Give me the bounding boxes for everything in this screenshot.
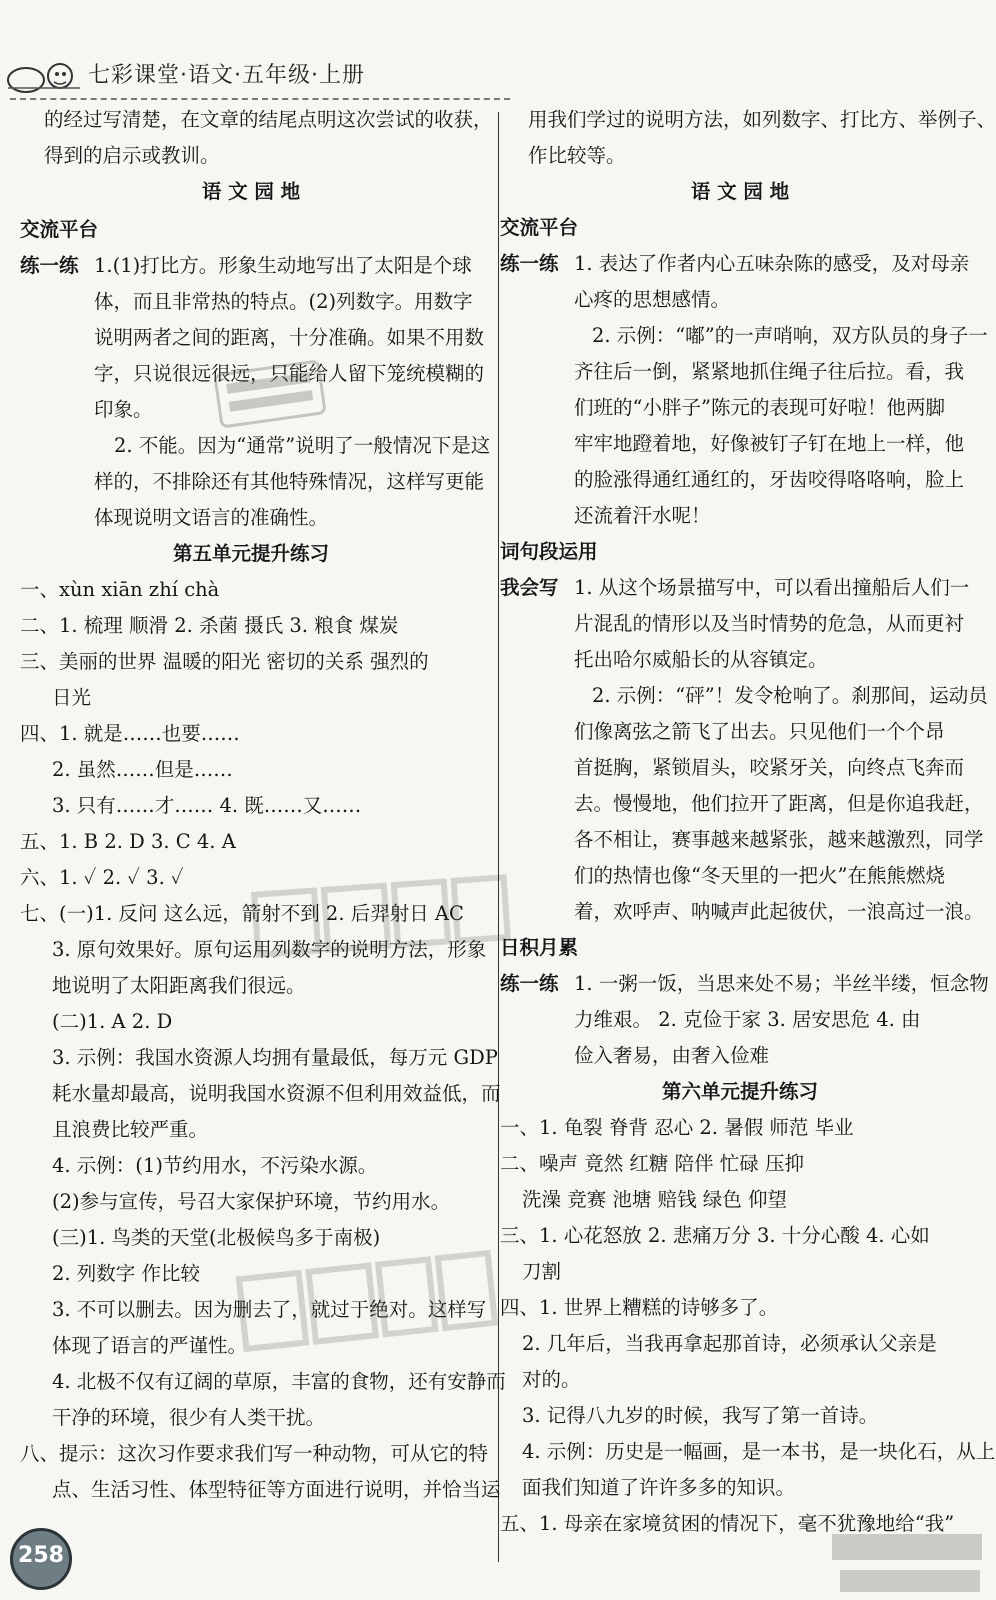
book-title: 七彩课堂·语文·五年级·上册: [88, 63, 365, 88]
right-column-line: 五、1. 母亲在家境贫困的情况下，毫不犹豫地给“我”: [500, 1512, 955, 1535]
right-column-line: 心疼的思想感情。: [574, 288, 731, 311]
left-column-line: 3. 原句效果好。原句运用列数字的说明方法，形象: [52, 938, 487, 961]
left-column-line: 五、1. B 2. D 3. C 4. A: [20, 830, 236, 853]
left-column-line: 2. 列数字 作比较: [52, 1262, 201, 1285]
left-column-line: 字，只说很远很远，只能给人留下笼统模糊的: [94, 362, 485, 385]
left-column-line: 练一练: [20, 254, 79, 277]
page-number-badge: [10, 1528, 72, 1590]
left-column-line: 地说明了太阳距离我们很远。: [52, 974, 306, 997]
header-divider: [10, 98, 510, 100]
right-column-line: 用我们学过的说明方法，如列数字、打比方、举例子、: [528, 108, 996, 131]
left-column-line: 3. 只有……才…… 4. 既……又……: [52, 794, 362, 817]
page-number: 258: [18, 1543, 64, 1568]
right-column-line: 练一练: [500, 972, 559, 995]
right-column-line: 二、噪声 竟然 红糖 陪伴 忙碌 压抑: [500, 1152, 804, 1175]
left-column-line: (二)1. A 2. D: [52, 1010, 173, 1033]
left-column-line: 日光: [52, 686, 92, 709]
left-column-line: 八、提示：这次习作要求我们写一种动物，可从它的特: [20, 1442, 489, 1465]
right-column-line: 我会写: [500, 576, 559, 599]
right-column-line: 三、1. 心花怒放 2. 悲痛万分 3. 十分心酸 4. 心如: [500, 1224, 930, 1247]
right-column-line: 词句段运用: [500, 540, 598, 563]
right-column-line: 们像离弦之箭飞了出去。只见他们一个个昂: [574, 720, 945, 743]
left-column-line: 点、生活习性、体型特征等方面进行说明，并恰当运: [52, 1478, 501, 1501]
right-column-line: 着，欢呼声、呐喊声此起彼伏，一浪高过一浪。: [574, 900, 984, 923]
left-column-line: 第五单元提升练习: [172, 542, 329, 565]
brand-watermark-icon: [243, 857, 519, 976]
left-column-line: 得到的启示或教训。: [44, 144, 220, 167]
left-column-line: 印象。: [94, 398, 153, 421]
right-column-line: 去。慢慢地，他们拉开了距离，但是你追我赶，: [574, 792, 984, 815]
left-column-line: 干净的环境，很少有人类干扰。: [52, 1406, 326, 1429]
left-column-line: 语 文 园 地: [201, 180, 301, 203]
right-column-line: 第六单元提升练习: [661, 1080, 818, 1103]
left-column-line: 体现了语言的严谨性。: [52, 1334, 248, 1357]
right-column-line: 1. 一粥一饭，当思来处不易；半丝半缕，恒念物: [574, 972, 989, 995]
right-column-line: 1. 表达了作者内心五味杂陈的感受，及对母亲: [574, 252, 970, 275]
right-column-line: 交流平台: [500, 216, 579, 239]
left-column-line: (三)1. 鸟类的天堂(北极候鸟多于南极): [52, 1226, 381, 1249]
left-column-line: 4. 示例：(1)节约用水，不污染水源。: [52, 1154, 378, 1177]
right-column-line: 面我们知道了许许多多的知识。: [522, 1476, 796, 1499]
right-column-line: 一、1. 龟裂 脊背 忍心 2. 暑假 师范 毕业: [500, 1116, 854, 1139]
cartoon-logo-icon: [4, 54, 86, 100]
right-column-line: 对的。: [522, 1368, 581, 1391]
column-divider: [498, 112, 499, 1562]
right-column-line: 3. 记得八九岁的时候，我写了第一首诗。: [522, 1404, 879, 1427]
right-column-line: 片混乱的情形以及当时情势的危急，从而更衬: [574, 612, 965, 635]
left-column-line: 2. 不能。因为“通常”说明了一般情况下是这: [114, 434, 491, 457]
right-column-line: 日积月累: [500, 936, 579, 959]
right-column-line: 们的热情也像“冬天里的一把火”在熊熊燃烧: [574, 864, 945, 887]
right-column-line: 4. 示例：历史是一幅画，是一本书，是一块化石，从上: [522, 1440, 996, 1463]
left-column-line: 1.(1)打比方。形象生动地写出了太阳是个球: [94, 254, 472, 277]
left-column-line: 四、1. 就是……也要……: [20, 722, 240, 745]
left-column-line: 3. 示例：我国水资源人均拥有量最低，每万元 GDP: [52, 1046, 498, 1069]
right-column-line: 练一练: [500, 252, 559, 275]
left-column-line: 体现说明文语言的准确性。: [94, 506, 329, 529]
left-column-line: 耗水量却最高，说明我国水资源不但利用效益低，而: [52, 1082, 501, 1105]
left-column-line: 2. 虽然……但是……: [52, 758, 233, 781]
left-column-line: 六、1. ✓ 2. ✓ 3. ✓: [20, 866, 184, 889]
right-column-line: 2. 几年后，当我再拿起那首诗，必须承认父亲是: [522, 1332, 937, 1355]
left-column-line: 一、xùn xiān zhí chà: [20, 578, 220, 601]
right-column-line: 力维艰。 2. 克俭于家 3. 居安思危 4. 由: [574, 1008, 921, 1031]
right-column-line: 语 文 园 地: [690, 180, 790, 203]
right-column-line: 托出哈尔威船长的从容镇定。: [574, 648, 828, 671]
right-column-line: 作比较等。: [528, 144, 626, 167]
right-column-line: 四、1. 世界上糟糕的诗够多了。: [500, 1296, 779, 1319]
left-column-line: 3. 不可以删去。因为删去了，就过于绝对。这样写: [52, 1298, 487, 1321]
left-column-line: 七、(一)1. 反问 这么远，箭射不到 2. 后羿射日 AC: [20, 902, 464, 925]
right-column-line: 洗澡 竞赛 池塘 赔钱 绿色 仰望: [522, 1188, 787, 1211]
right-column-line: 的脸涨得通红通红的，牙齿咬得咯咯响，脸上: [574, 468, 965, 491]
right-column-line: 齐往后一倒，紧紧地抓住绳子往后拉。看，我: [574, 360, 965, 383]
right-column-line: 刀割: [522, 1260, 562, 1283]
right-column-line: 2. 示例：“砰”！发令枪响了。刹那间，运动员: [592, 684, 988, 707]
right-column-line: 还流着汗水呢！: [574, 504, 711, 527]
left-column-line: 且浪费比较严重。: [52, 1118, 209, 1141]
left-column-line: 的经过写清楚，在文章的结尾点明这次尝试的收获，: [44, 108, 493, 131]
right-column-line: 1. 从这个场景描写中，可以看出撞船后人们一: [574, 576, 970, 599]
left-column-line: 三、美丽的世界 温暖的阳光 密切的关系 强烈的: [20, 650, 429, 673]
left-column-line: 交流平台: [20, 218, 99, 241]
left-column-line: 二、1. 梳理 顺滑 2. 杀菌 摄氏 3. 粮食 煤炭: [20, 614, 399, 637]
left-column-line: 体，而且非常热的特点。(2)列数字。用数字: [94, 290, 473, 313]
right-column-line: 们班的“小胖子”陈元的表现可好啦！他两脚: [574, 396, 945, 419]
right-column-line: 牢牢地蹬着地，好像被钉子钉在地上一样，他: [574, 432, 965, 455]
right-column-line: 各不相让，赛事越来越紧张，越来越激烈，同学: [574, 828, 984, 851]
right-column-line: 2. 示例：“嘟”的一声哨响，双方队员的身子一: [592, 324, 988, 347]
right-column-line: 俭入奢易，由奢入俭难: [574, 1044, 770, 1067]
left-column-line: 样的，不排除还有其他特殊情况，这样写更能: [94, 470, 485, 493]
left-column-line: (2)参与宣传，号召大家保护环境，节约用水。: [52, 1190, 451, 1213]
site-watermark-icon: [830, 1530, 990, 1596]
right-column-line: 首挺胸，紧锁眉头，咬紧牙关，向终点飞奔而: [574, 756, 965, 779]
brand-watermark-icon-2: [227, 1232, 507, 1370]
left-column-line: 说明两者之间的距离，十分准确。如果不用数: [94, 326, 485, 349]
left-column-line: 4. 北极不仅有辽阔的草原，丰富的食物，还有安静而: [52, 1370, 506, 1393]
